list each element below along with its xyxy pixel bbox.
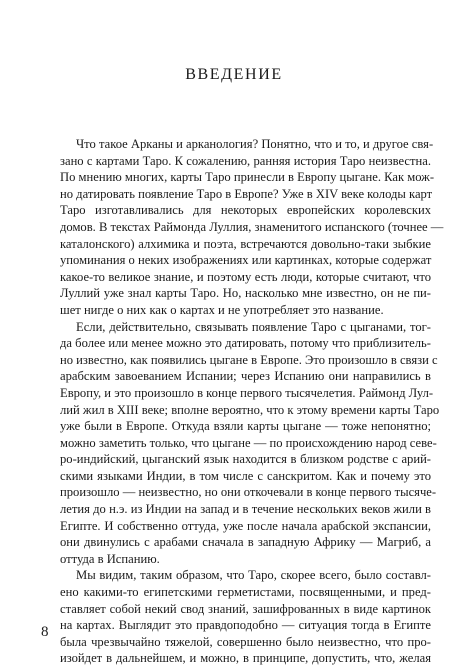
- text-line: но датировать появление Таро в Европе? Уже в XIV веке колоды карт: [60, 186, 433, 201]
- text-line: можно заметить только, что цыгане — по происхождению народ севе-: [60, 435, 437, 450]
- text-line: летия до н.э. из Индии на запад и в течение нескольких веков жили в: [60, 502, 431, 517]
- text-line: ро-индийский, цыганский язык находится в близком родстве с арий-: [60, 452, 431, 467]
- text-line: скими языками Индии, в том числе с санскритом. Как и почему это: [60, 468, 431, 483]
- text-line: произошло — неизвестно, но они откочевали в конце первого тысяче-: [60, 485, 437, 500]
- text-line: Если, действительно, связывать появление Таро с цыганами, тог-: [76, 319, 431, 334]
- text-line: уже были в Европе. Откуда взяли карты цыгане — тоже непонятно;: [60, 419, 431, 434]
- text-line: Таро изготавливались для некоторых европейских королевских: [60, 203, 431, 218]
- text-line: каталонского) алхимика и поэта, встречаются довольно-таки зыбкие: [60, 236, 431, 251]
- text-line: Луллий уже знал карты Таро. Но, насколько мне известно, он не пи-: [60, 286, 431, 301]
- text-line: зано с картами Таро. К сожалению, ранняя история Таро неизвестна.: [60, 153, 431, 168]
- text-line: да более или менее можно это датировать, потому что приблизитель-: [60, 336, 431, 351]
- text-line: Египте. И собственно оттуда, уже после начала арабской экспансии,: [60, 518, 431, 533]
- text-line: изойдет в дальнейшем, и можно, в принципе, допустить, что, желая: [60, 651, 431, 666]
- text-line: но известно, как появились цыгане в Европе. Это произошло в связи с: [60, 352, 438, 367]
- text-line: была чрезвычайно тяжелой, совершенно было неизвестно, что про-: [60, 634, 431, 649]
- text-line: Что такое Арканы и арканология? Понятно, что и то, и другое свя-: [76, 137, 434, 151]
- text-line: Мы видим, таким образом, что Таро, скорее всего, было составл-: [76, 568, 431, 583]
- text-line: домов. В текстах Раймонда Луллия, знаменитого испанского (точнее —: [60, 219, 444, 234]
- page-number: 8: [41, 624, 49, 640]
- text-line: лий жил в XIII веке; вполне вероятно, что к этому времени карты Таро: [60, 402, 440, 417]
- paragraph-1: [60, 136, 444, 319]
- text-line: на картах. Выглядит это правдоподобно — ситуация тогда в Египте: [60, 618, 431, 633]
- text-line: они двинулись с арабами сначала в западную Африку — Магриб, а: [60, 535, 431, 550]
- paragraph-3: [60, 567, 431, 667]
- body-text: [60, 136, 444, 667]
- text-line: ено какими-то египетскими герметистами, посвященными, и пред-: [60, 585, 431, 600]
- text-line: арабским завоеванием Испании; через Испанию они направились в: [60, 369, 431, 384]
- chapter-title: ВВЕДЕНИЕ: [185, 66, 283, 83]
- text-line: оттуда в Испанию.: [60, 551, 160, 566]
- text-line: ставляет собой некий свод знаний, зашифрованных в виде картинок: [60, 601, 431, 616]
- text-line: шет нигде о них как о картах и не употребляет это название.: [60, 302, 384, 317]
- text-line: упоминания о неких изображениях или картинках, которые содержат: [60, 253, 432, 268]
- text-line: По мнению многих, карты Таро принесли в Европу цыгане. Как мож-: [60, 170, 435, 185]
- paragraph-2: [60, 319, 440, 568]
- text-line: Европу, и это произошло в конце первого тысячелетия. Раймонд Лул-: [60, 385, 434, 400]
- text-line: какое-то великое знание, и поэтому есть люди, которые считают, что: [60, 269, 431, 284]
